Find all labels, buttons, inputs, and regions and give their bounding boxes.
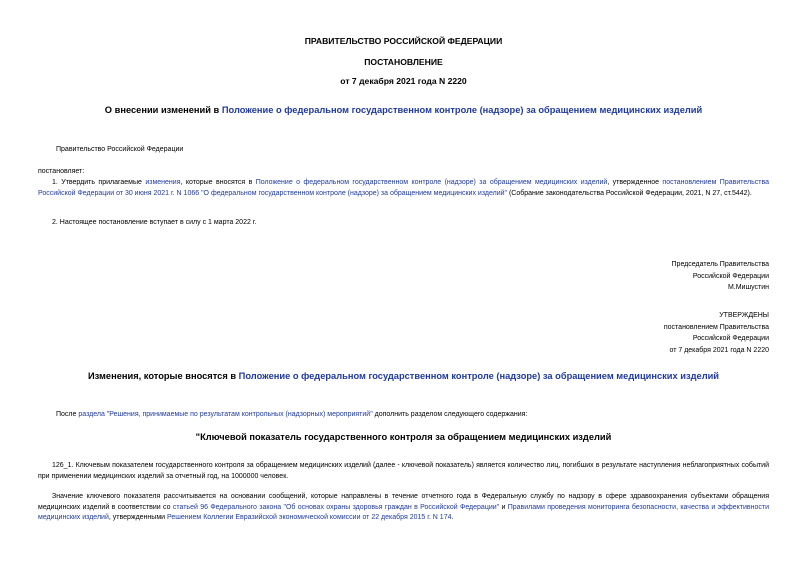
title-link[interactable]: Положение о федеральном государственном контроле (надзоре) за обращением медицинских изделий [221,105,703,115]
monitoring-rules-link[interactable]: Правилами проведения мониторинга безопасности, качества и эффективности медицинских изделий [38,503,769,522]
paragraph-2: 2. Настоящее постановление вступает в силу с 1 марта 2022 г. [52,219,257,226]
paragraph-key-value: Значение ключевого показателя рассчитывается на основании сообщений, которые направлены в течение отчетного года в Федеральную службу по надзору в сфере здравоохранения субъектами обращения медицинских изделий в соответствии со статьей 96 Федерального закона "Об основах охраны здоровья граждан в Российской Федерации" и Правилами проведения мониторинга безопасности, качества и эффективности медицинских изделий, утвержденными Решением Коллегии Евразийской экономической комиссии от 22 декабря 2015 г. N 174. [38,493,769,522]
signature-block [672,259,769,294]
approved-block [664,310,769,356]
changes-title-link[interactable]: Положение о федеральном государственном контроле (надзоре) за обращением медицинских изделий [238,371,720,381]
section-link[interactable]: раздела "Решения, принимаемые по результатам контрольных (надзорных) мероприятий" [78,411,373,418]
decree-link[interactable]: постановлением Правительства Российской Федерации от 30 июня 2021 г. N 1066 "О федеральном государственном контроле (надзоре) за обращением медицинских изделий" [38,179,770,197]
decree-word: постановляет: [38,168,85,175]
section-title: "Ключевой показатель государственного контроля за обращением медицинских изделий [195,432,612,442]
approved-line-2: постановлением Правительства [663,323,769,331]
signature-line-1: Председатель Правительства [671,261,769,268]
changes-intro: После раздела "Решения, принимаемые по результатам контрольных (надзорных) мероприятий" дополнить разделом следующего содержания: [56,411,528,418]
title-prefix: О внесении изменений в [104,105,222,115]
paragraph-1: 1. Утвердить прилагаемые изменения, которые вносятся в Положение о федеральном государственном контроле (надзоре) за обращением медицинских изделий, утвержденное постановлением Правительства Российской Федерации от 30 июня 2021 г. N 1066 "О федеральном государственном контроле (надзоре) за обращением медицинских изделий" (Собрание законодательства Российской Федерации, 2021, N 27, ст.5442). [38,179,770,197]
government-heading: ПРАВИТЕЛЬСТВО РОССИЙСКОЙ ФЕДЕРАЦИИ [304,36,503,46]
issuer: Правительство Российской Федерации [56,146,184,153]
regulation-link[interactable]: Положение о федеральном государственном контроле (надзоре) за обращением медицинских изделий [255,179,608,186]
signature-line-2: Российской Федерации [692,272,769,280]
signature-line-3: М.Мишустин [727,284,769,292]
changes-title [0,371,807,381]
approved-line-3: Российской Федерации [692,335,769,343]
page-title [0,105,807,115]
changes-title-prefix: Изменения, которые вносятся в [87,371,239,381]
approved-line-1: УТВЕРЖДЕНЫ [719,312,769,319]
law-article-link[interactable]: статьей 96 Федерального закона "Об основах охраны здоровья граждан в Российской Федерации" [172,503,500,511]
paragraph-126-1: 126_1. Ключевым показателем государственного контроля за обращением медицинских изделий (далее - ключевой показатель) является количество лиц, погибших в результате наступления неблагоприятных событий при применении медицинских изделий за отчетный год, на 1000000 человек. [38,462,769,480]
date-number: от 7 декабря 2021 года N 2220 [340,76,467,86]
eec-decision-link[interactable]: Решением Коллегии Евразийской экономической комиссии от 22 декабря 2015 г. N 174 [167,514,452,522]
changes-link[interactable]: изменения [145,179,181,186]
doc-type-heading: ПОСТАНОВЛЕНИЕ [364,57,443,67]
approved-line-4: от 7 декабря 2021 года N 2220 [669,346,769,354]
